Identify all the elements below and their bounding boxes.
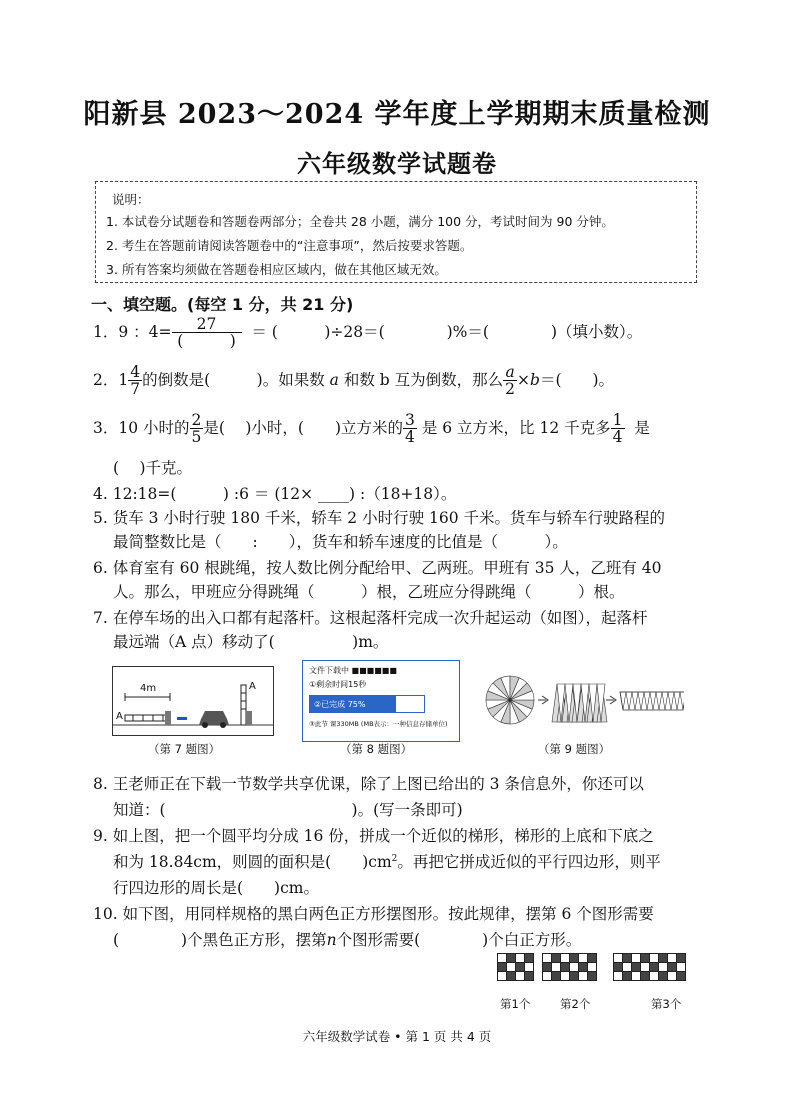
question-8-line2: 知道：( )。(写一条即可) — [113, 801, 463, 819]
question-10-line2 — [113, 928, 581, 950]
q1-denominator: ( ) — [177, 332, 236, 351]
instruction-item: 3. 所有答案均须做在答题卷相应区域内，做在其他区域无效。 — [106, 262, 447, 277]
download-status: 文件下载中 ■■■■■■ — [309, 666, 397, 675]
question-5: 5. 货车 3 小时行驶 180 千米，轿车 2 小时行驶 160 千米。货车与轿车行驶路程的 — [93, 509, 666, 527]
figure-9 — [484, 670, 684, 734]
question-6-line2: 人。那么，甲班应分得跳绳（ ）根，乙班应分得跳绳（ ）根。 — [113, 583, 625, 601]
point-a-label: A — [249, 681, 256, 692]
raised-barrier-arm — [241, 685, 246, 725]
q2-frac-numerator: a — [503, 364, 517, 381]
instruction-item: 2. 考生在答题前请阅读答题卷中的“注意事项”，然后按要求答题。 — [106, 238, 473, 253]
q2-whole: 2．1 — [93, 370, 129, 389]
figure-10-label: 第2个 — [560, 997, 591, 1011]
figure-9-caption: （第 9 题图） — [538, 742, 611, 756]
q3-numerator: 1 — [612, 411, 623, 429]
parallelogram-sector — [656, 692, 662, 710]
instruction-item: 1. 本试卷分试题卷和答题卷两部分；全卷共 28 小题，满分 100 分，考试时间为 90 分钟。 — [106, 214, 614, 229]
q10-text: 个图形需要( )个白正方形。 — [336, 931, 582, 949]
q3-text: 是( )小时，( )立方米的 — [203, 418, 404, 437]
question-6: 6. 体育室有 60 根跳绳，按人数比例分配给甲、乙两班。甲班有 35 人，乙班有 40 — [93, 559, 662, 577]
question-8: 8. 王老师正在下载一节数学共享优课，除了上图已给出的 3 条信息外，你还可以 — [93, 775, 644, 793]
question-9-line3: 行四边形的周长是( )cm。 — [113, 879, 319, 897]
figure-10-label: 第1个 — [500, 997, 531, 1011]
figure-7-caption: （第 7 题图） — [148, 742, 221, 756]
figure-10-pattern-1 — [497, 953, 534, 981]
point-a-label: A — [116, 711, 123, 722]
length-label: 4m — [140, 683, 157, 694]
question-4: 4. 12:18=( ) :6 ＝ (12× ____) :（18+18）。 — [93, 485, 457, 503]
figure-7 — [112, 666, 274, 736]
q9-text: 。再把它拼成近似的平行四边形，则平 — [397, 853, 661, 871]
progress-text: ②已完成 75% — [314, 700, 366, 709]
q9-text: 和为 18.84cm，则圆的面积是( )cm — [113, 853, 392, 871]
question-7-line2: 最远端（A 点）移动了( )m。 — [113, 633, 389, 651]
q9-superscript: 2 — [391, 853, 398, 864]
parallelogram-sector — [650, 692, 656, 710]
q2-frac-denominator: 2 — [505, 380, 515, 399]
question-2 — [93, 364, 614, 398]
q2-text: 的倒数是( )。如果数 — [142, 370, 325, 389]
question-7: 7. 在停车场的出入口都有起落杆。这根起落杆完成一次升起运动（如图），起落杆 — [93, 609, 648, 627]
q1-text: 1．9 ：4= — [93, 322, 172, 341]
figure-8-caption: （第 8 题图） — [340, 742, 413, 756]
q2-numerator: 4 — [130, 363, 141, 381]
parallelogram-sector — [632, 692, 638, 710]
page-footer: 六年级数学试卷 • 第 1 页 共 4 页 — [302, 1029, 492, 1044]
question-10: 10. 如下图，用同样规格的黑白两色正方形摆图形。按此规律，摆第 6 个图形需要 — [93, 905, 654, 923]
q2-text: 和数 b 互为倒数，那么 — [343, 370, 504, 389]
q1-text-rest: ＝ ( )÷28＝( )%＝( )（填小数）。 — [251, 322, 643, 341]
arrow-icon — [538, 696, 548, 704]
q3-denominator: 5 — [191, 428, 202, 447]
parallelogram-sector — [644, 692, 650, 710]
section-heading: 一、填空题。(每空 1 分，共 21 分) — [91, 295, 354, 314]
q3-text: 3．10 小时的 — [93, 418, 190, 437]
q2-var-a: a — [329, 370, 339, 389]
question-3 — [93, 412, 650, 446]
barrier-illustration — [113, 667, 273, 735]
question-1 — [93, 316, 642, 350]
remaining-time: ①剩余时间15秒 — [309, 680, 367, 689]
q10-text: ( )个黑色正方形，摆第 — [113, 931, 327, 949]
figure-10-pattern-3 — [613, 953, 686, 981]
question-9-line2 — [113, 850, 661, 872]
q1-numerator: 27 — [172, 316, 242, 333]
q10-var-n: n — [326, 931, 337, 949]
q2-denominator: 7 — [130, 380, 141, 399]
parallelogram-sector — [674, 692, 680, 710]
parallelogram-sector — [638, 692, 644, 710]
q2-var-b: b — [530, 370, 540, 389]
q3-text: 是 6 立方米，比 12 千克多 — [421, 418, 611, 437]
question-3-line2: ( )千克。 — [113, 459, 193, 477]
figure-10-pattern-2 — [542, 953, 597, 981]
q3-numerator: 2 — [191, 411, 202, 429]
instructions-box — [95, 181, 697, 283]
instructions-heading: 说明： — [112, 192, 150, 207]
parallelogram-sector — [662, 692, 668, 710]
parallelogram-sector — [626, 692, 632, 710]
exam-subtitle: 六年级数学试题卷 — [297, 149, 497, 178]
q2-text-end: ＝( )。 — [539, 370, 615, 389]
question-5-line2: 最简整数比是（ : ），货车和轿车速度的比值是（ ）。 — [113, 533, 568, 551]
progress-bar — [309, 695, 425, 713]
q3-denominator: 4 — [405, 428, 415, 447]
figure-8 — [302, 660, 460, 742]
parallelogram-sector — [620, 692, 626, 710]
arrow-icon — [177, 717, 187, 720]
arrow-icon — [606, 696, 616, 704]
q2-times: × — [517, 370, 530, 389]
question-9: 9. 如上图，把一个圆平均分成 16 份，拼成一个近似的梯形，梯形的上底和下底之 — [93, 827, 654, 845]
exam-title: 阳新县 2023～2024 学年度上学期期末质量检测 — [83, 99, 711, 130]
parallelogram-sector — [668, 692, 674, 710]
q3-numerator: 3 — [405, 411, 415, 429]
file-size: ③此节 课330MB (MB表示：一种信息存储单位) — [309, 720, 448, 728]
circle-to-trapezoid-diagram — [484, 670, 684, 734]
figure-10-label: 第3个 — [651, 997, 682, 1011]
q3-text: 是 — [634, 418, 650, 437]
q3-denominator: 4 — [612, 428, 623, 447]
